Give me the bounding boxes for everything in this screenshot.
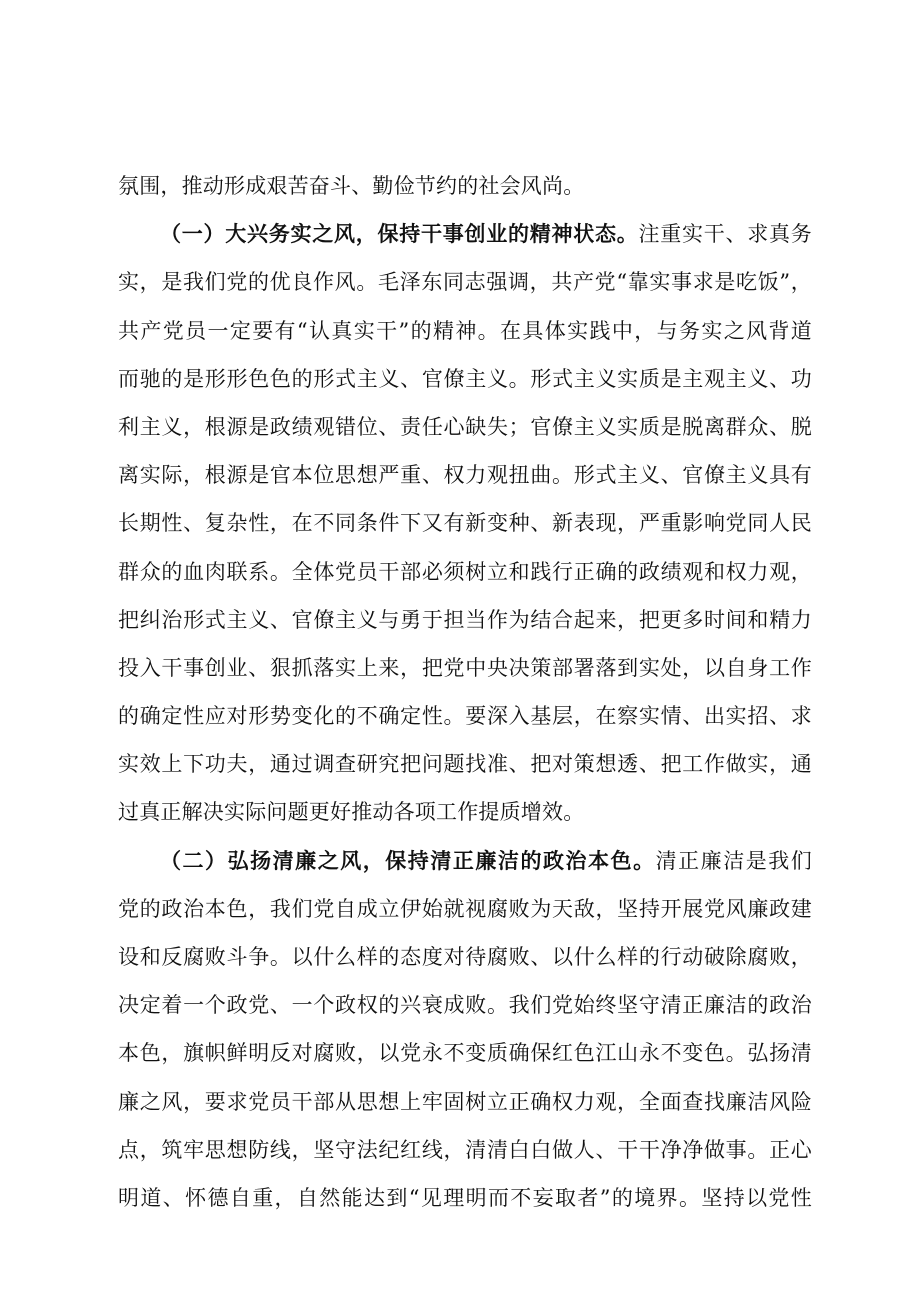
paragraph-line: 实效上下功夫，通过调查研究把问题找准、把对策想透、把工作做实，通	[118, 752, 812, 777]
paragraph-line: 实，是我们党的优良作风。毛泽东同志强调，共产党“靠实事求是吃饭”，	[118, 270, 812, 295]
paragraph-line: 离实际，根源是官本位思想严重、权力观扭曲。形式主义、官僚主义具有	[118, 463, 812, 488]
paragraph-line: 利主义，根源是政绩观错位、责任心缺失；官僚主义实质是脱离群众、脱	[118, 414, 812, 439]
paragraph-line: 长期性、复杂性，在不同条件下又有新变种、新表现，严重影响党同人民	[118, 511, 812, 536]
section-1-lead-text: 注重实干、求真务	[638, 222, 812, 247]
paragraph-line: 廉之风，要求党员干部从思想上牢固树立正确权力观，全面查找廉洁风险	[118, 1089, 812, 1114]
paragraph-line: 氛围，推动形成艰苦奋斗、勤俭节约的社会风尚。	[118, 174, 585, 198]
paragraph-line: 过真正解决实际问题更好推动各项工作提质增效。	[118, 800, 585, 825]
paragraph-line: 群众的血肉联系。全体党员干部必须树立和践行正确的政绩观和权力观，	[118, 559, 812, 584]
section-2-lead-text: 清正廉洁是我们	[655, 848, 812, 873]
paragraph-line: 投入干事创业、狠抓落实上来，把党中央决策部署落到实处，以自身工作	[118, 655, 812, 680]
paragraph-line: 的确定性应对形势变化的不确定性。要深入基层，在察实情、出实招、求	[118, 704, 812, 729]
paragraph-line: 而驰的是形形色色的形式主义、官僚主义。形式主义实质是主观主义、功	[118, 366, 812, 391]
paragraph-line: 共产党员一定要有“认真实干”的精神。在具体实践中，与务实之风背道	[118, 318, 812, 343]
section-1-first-line	[118, 210, 812, 258]
paragraph-line: 设和反腐败斗争。以什么样的态度对待腐败、以什么样的行动破除腐败，	[118, 945, 812, 969]
section-2-heading: （二）弘扬清廉之风，保持清正廉洁的政治本色。	[160, 847, 656, 873]
paragraph-line: 点，筑牢思想防线，坚守法纪红线，清清白白做人、干干净净做事。正心	[118, 1137, 812, 1162]
document-page	[118, 162, 812, 1222]
paragraph-line: 把纠治形式主义、官僚主义与勇于担当作为结合起来，把更多时间和精力	[118, 607, 812, 632]
section-1-heading: （一）大兴务实之风，保持干事创业的精神状态。	[160, 221, 639, 247]
paragraph-line: 党的政治本色，我们党自成立伊始就视腐败为天敌，坚持开展党风廉政建	[118, 896, 812, 921]
section-2-first-line	[118, 837, 812, 885]
paragraph-line: 明道、怀德自重，自然能达到“见理明而不妄取者”的境界。坚持以党性	[118, 1185, 812, 1210]
paragraph-line: 决定着一个政党、一个政权的兴衰成败。我们党始终坚守清正廉洁的政治	[118, 993, 812, 1018]
paragraph-line: 本色，旗帜鲜明反对腐败，以党永不变质确保红色江山永不变色。弘扬清	[118, 1041, 812, 1066]
